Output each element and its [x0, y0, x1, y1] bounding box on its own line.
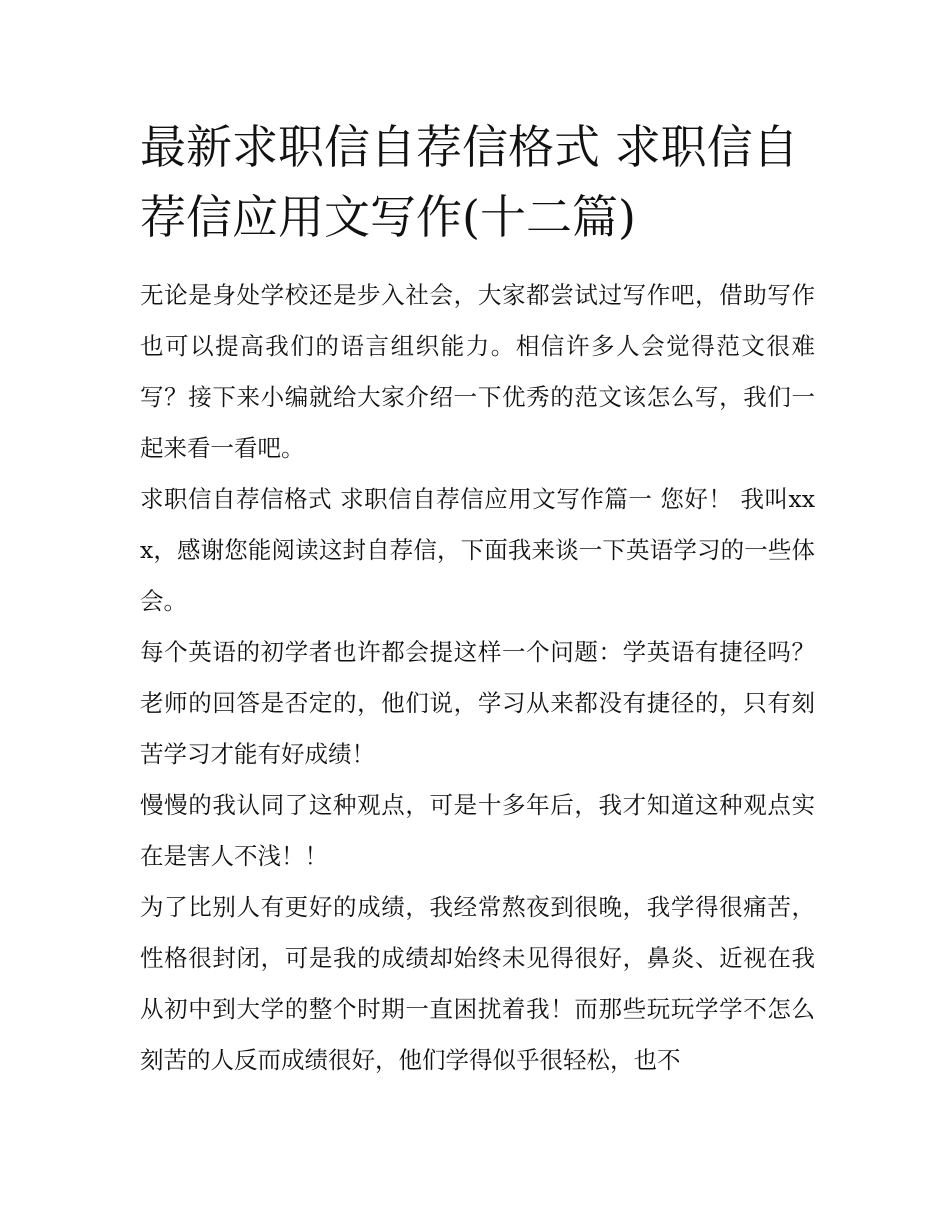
paragraph-experience: 为了比别人有更好的成绩，我经常熬夜到很晚，我学得很痛苦，性格很封闭，可是我的成绩却始终未见得很好，鼻炎、近视在我从初中到大学的整个时期一直困扰着我！而那些玩玩学学不怎么刻苦的人反而成绩很好，他们学得似乎很轻松，也不	[140, 893, 815, 1074]
paragraph-viewpoint: 慢慢的我认同了这种观点，可是十多年后，我才知道这种观点实在是害人不浅！！	[140, 791, 815, 870]
paragraph-intro: 无论是身处学校还是步入社会，大家都尝试过写作吧，借助写作也可以提高我们的语言组织能力。相信许多人会觉得范文很难写？接下来小编就给大家介绍一下优秀的范文该怎么写，我们一起来看一看吧。	[140, 281, 815, 462]
document-title: 最新求职信自荐信格式 求职信自荐信应用文写作(十二篇)	[140, 120, 799, 244]
paragraph-greeting: 求职信自荐信格式 求职信自荐信应用文写作篇一 您好！ 我叫xxx，感谢您能阅读这封自荐信，下面我来谈一下英语学习的一些体会。	[140, 485, 815, 615]
paragraph-question: 每个英语的初学者也许都会提这样一个问题：学英语有捷径吗？老师的回答是否定的，他们说，学习从来都没有捷径的，只有刻苦学习才能有好成绩！	[140, 638, 815, 768]
document-body	[140, 112, 815, 1086]
